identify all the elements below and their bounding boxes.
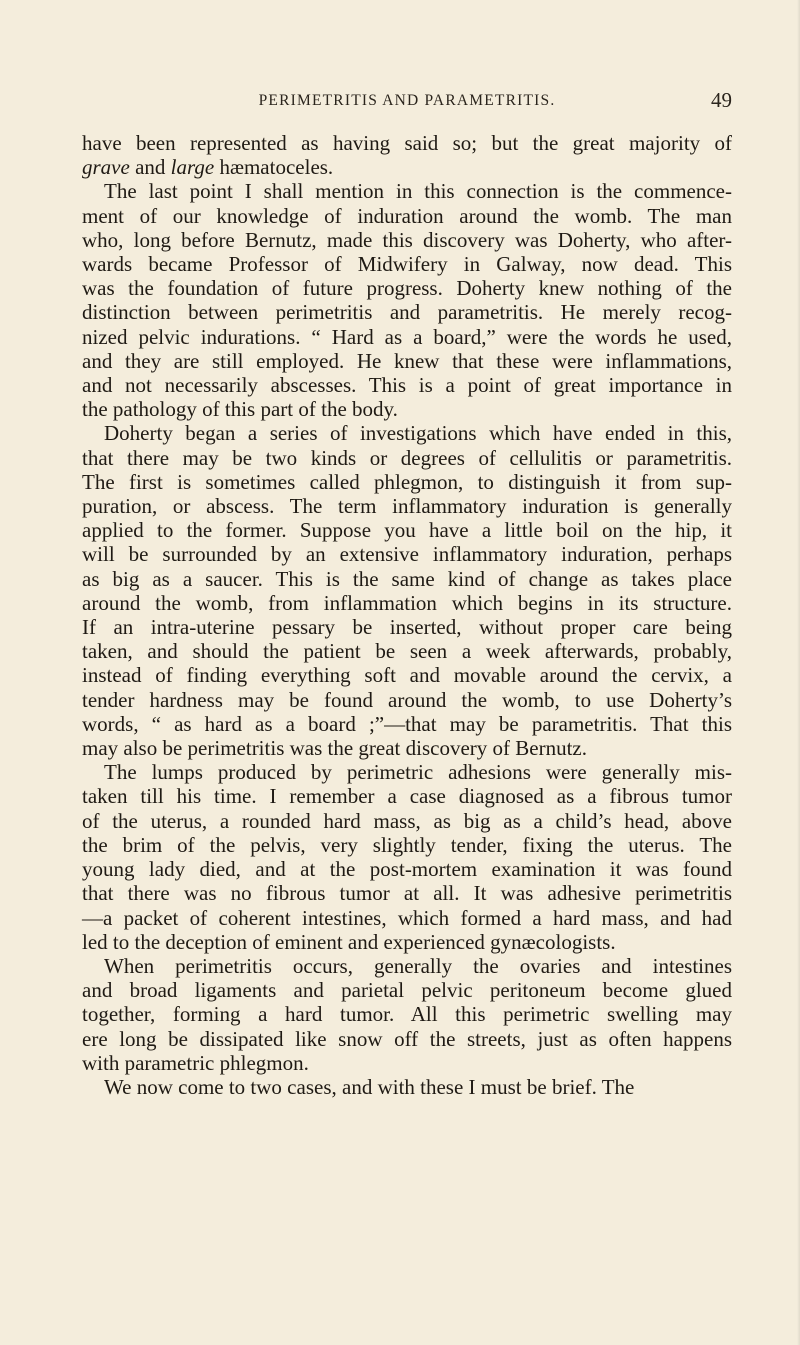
- text-segment: that there was no fibrous tumor at all. It was adhesive perimetritis: [82, 881, 732, 906]
- text-segment: taken, and should the patient be seen a week afterwards, probably,: [82, 639, 732, 664]
- paragraph: [82, 760, 732, 954]
- text-line: [82, 591, 732, 615]
- text-segment: If an intra-uterine pessary be inserted, without proper care being: [82, 615, 732, 640]
- paragraph: [82, 421, 732, 760]
- text-segment: puration, or abscess. The term inflammatory induration is generally: [82, 494, 732, 519]
- text-segment: led to the deception of eminent and experienced gynæcologists.: [82, 929, 616, 954]
- text-segment: The first is sometimes called phlegmon, to distinguish it from sup-: [82, 469, 732, 494]
- text-line: [82, 179, 732, 203]
- page-number: 49: [711, 88, 732, 112]
- text-segment: and broad ligaments and parietal pelvic peritoneum become glued: [82, 978, 732, 1003]
- text-segment: words, “ as hard as a board ;”—that may be parametritis. That this: [82, 711, 732, 736]
- text-line: [82, 760, 732, 784]
- text-line: [82, 736, 732, 760]
- text-line: [82, 494, 732, 518]
- paragraph: [82, 954, 732, 1075]
- paragraph: [82, 131, 732, 179]
- text-segment: of the uterus, a rounded hard mass, as big as a child’s head, above: [82, 808, 732, 833]
- text-segment: The lumps produced by perimetric adhesions were generally mis-: [104, 760, 732, 785]
- text-segment: Doherty began a series of investigations which have ended in this,: [104, 421, 732, 446]
- text-line: [82, 954, 732, 978]
- italic-text: large: [170, 155, 215, 180]
- text-line: [82, 784, 732, 808]
- text-segment: who, long before Bernutz, made this discovery was Doherty, who after-: [82, 227, 732, 252]
- text-line: [82, 663, 732, 687]
- text-line: [82, 131, 732, 155]
- text-line: [82, 857, 732, 881]
- text-segment: ere long be dissipated like snow off the streets, just as often happens: [82, 1026, 732, 1051]
- text-segment: distinction between perimetritis and parametritis. He merely recog-: [82, 300, 732, 325]
- text-line: [82, 252, 732, 276]
- text-segment: may also be perimetritis was the great discovery of Bernutz.: [82, 736, 588, 761]
- text-segment: applied to the former. Suppose you have a little boil on the hip, it: [82, 518, 732, 543]
- text-segment: —a packet of coherent intestines, which formed a hard mass, and had: [82, 905, 732, 930]
- text-line: [82, 446, 732, 470]
- text-segment: taken till his time. I remember a case diagnosed as a fibrous tumor: [82, 784, 732, 809]
- text-segment: and they are still employed. He knew that these were inflammations,: [82, 348, 732, 373]
- text-segment: hæmatoceles.: [214, 155, 334, 180]
- text-line: [82, 978, 732, 1002]
- text-segment: young lady died, and at the post-mortem examination it was found: [82, 857, 732, 882]
- body-text: [82, 131, 732, 1099]
- text-line: [82, 397, 732, 421]
- text-segment: instead of finding everything soft and movable around the cervix, a: [82, 663, 732, 688]
- text-segment: have been represented as having said so; but the great majority of: [82, 131, 732, 155]
- text-segment: wards became Professor of Midwifery in Galway, now dead. This: [82, 252, 732, 277]
- text-line: [82, 615, 732, 639]
- running-head: PERIMETRITIS AND PARAMETRITIS.: [258, 92, 556, 109]
- text-line: [82, 373, 732, 397]
- text-line: [82, 833, 732, 857]
- text-line: [82, 349, 732, 373]
- text-line: [82, 542, 732, 566]
- text-line: [82, 1075, 732, 1099]
- text-segment: When perimetritis occurs, generally the ovaries and intestines: [104, 953, 732, 978]
- text-segment: nized pelvic indurations. “ Hard as a board,” were the words he used,: [82, 324, 732, 349]
- text-line: [82, 1051, 732, 1075]
- text-line: [82, 325, 732, 349]
- text-line: [82, 881, 732, 905]
- text-segment: the pathology of this part of the body.: [82, 397, 398, 422]
- text-segment: as big as a saucer. This is the same kind of change as takes place: [82, 566, 732, 591]
- text-line: [82, 906, 732, 930]
- text-line: [82, 567, 732, 591]
- text-segment: and not necessarily abscesses. This is a point of great importance in: [82, 373, 732, 398]
- text-line: [82, 639, 732, 663]
- text-segment: We now come to two cases, and with these I must be brief. The: [104, 1074, 635, 1099]
- text-segment: tender hardness may be found around the womb, to use Doherty’s: [82, 687, 732, 712]
- text-line: [82, 809, 732, 833]
- text-line: [82, 688, 732, 712]
- text-line: [82, 518, 732, 542]
- text-segment: The last point I shall mention in this connection is the commence-: [104, 179, 732, 204]
- text-line: [82, 1027, 732, 1051]
- text-segment: and: [129, 155, 171, 180]
- text-segment: was the foundation of future progress. Doherty knew nothing of the: [82, 276, 732, 301]
- text-segment: ment of our knowledge of induration around the womb. The man: [82, 203, 732, 228]
- text-line: [82, 930, 732, 954]
- text-segment: together, forming a hard tumor. All this perimetric swelling may: [82, 1002, 732, 1027]
- text-segment: around the womb, from inflammation which begins in its structure.: [82, 590, 732, 615]
- text-line: [82, 204, 732, 228]
- text-line: [82, 470, 732, 494]
- page-header: [82, 90, 732, 114]
- text-segment: the brim of the pelvis, very slightly tender, fixing the uterus. The: [82, 832, 732, 857]
- text-line: [82, 228, 732, 252]
- text-segment: will be surrounded by an extensive inflammatory induration, perhaps: [82, 542, 732, 567]
- text-line: [82, 421, 732, 445]
- text-segment: with parametric phlegmon.: [82, 1050, 309, 1075]
- paragraph: [82, 1075, 732, 1099]
- text-line: [82, 276, 732, 300]
- paragraph: [82, 179, 732, 421]
- text-line: [82, 300, 732, 324]
- text-line: [82, 1002, 732, 1026]
- text-segment: that there may be two kinds or degrees of cellulitis or parametritis.: [82, 445, 732, 470]
- text-line: [82, 155, 732, 179]
- text-line: [82, 712, 732, 736]
- italic-text: grave: [82, 155, 130, 180]
